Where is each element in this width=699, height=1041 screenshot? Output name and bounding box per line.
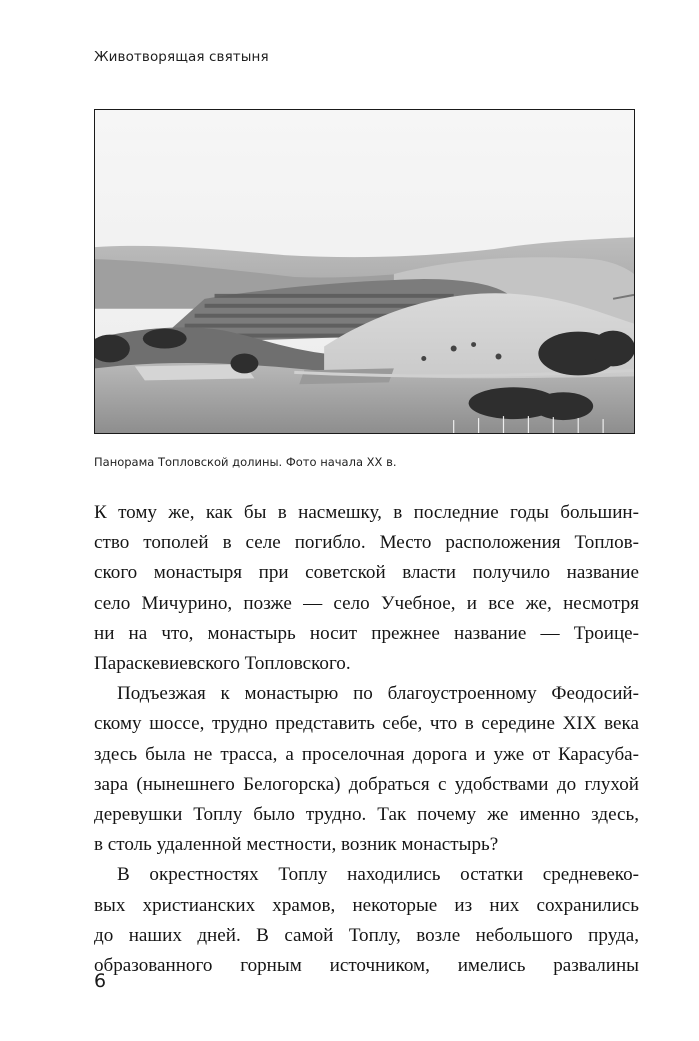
text-line: скому шоссе, трудно представить себе, что в середине XIX века: [94, 713, 639, 735]
text-line: ского монастыря при советской власти получило название: [94, 562, 639, 584]
paragraph-1: [94, 498, 639, 679]
text-line: деревушки Топлу было трудно. Так почему же именно здесь,: [94, 804, 639, 826]
text-line: ство тополей в селе погибло. Место расположения Топлов-: [94, 532, 639, 554]
text-line: Подъезжая к монастырю по благоустроенному Феодосий-: [117, 683, 639, 705]
paragraph-3: [94, 860, 639, 981]
text-line: до наших дней. В самой Топлу, возле небольшого пруда,: [94, 924, 639, 946]
figure-caption: Панорама Топловской долины. Фото начала XX в.: [94, 455, 397, 469]
photo-illustration: [95, 110, 634, 433]
paragraph-2: [94, 679, 639, 860]
valley-panorama-photo: [94, 109, 635, 434]
text-line: в столь удаленной местности, возник монастырь?: [94, 834, 499, 856]
body-text: [94, 498, 639, 981]
text-line: Параскевиевского Топловского.: [94, 653, 351, 675]
text-line: ни на что, монастырь носит прежнее название — Троице-: [94, 622, 639, 644]
text-line: образованного горным источником, имелись развалины: [94, 955, 639, 977]
text-line: вых христианских храмов, некоторые из них сохранились: [94, 894, 639, 916]
text-line: село Мичурино, позже — село Учебное, и все же, несмотря: [94, 592, 639, 614]
page-number: 6: [94, 970, 107, 992]
running-head: Животворящая святыня: [94, 49, 269, 65]
text-line: В окрестностях Топлу находились остатки средневеко-: [117, 864, 639, 886]
text-line: зара (нынешнего Белогорска) добраться с удобствами до глухой: [94, 773, 639, 795]
text-line: К тому же, как бы в насмешку, в последние годы большин-: [94, 502, 639, 523]
text-line: здесь была не трасса, а проселочная дорога и уже от Карасуба-: [94, 743, 639, 765]
